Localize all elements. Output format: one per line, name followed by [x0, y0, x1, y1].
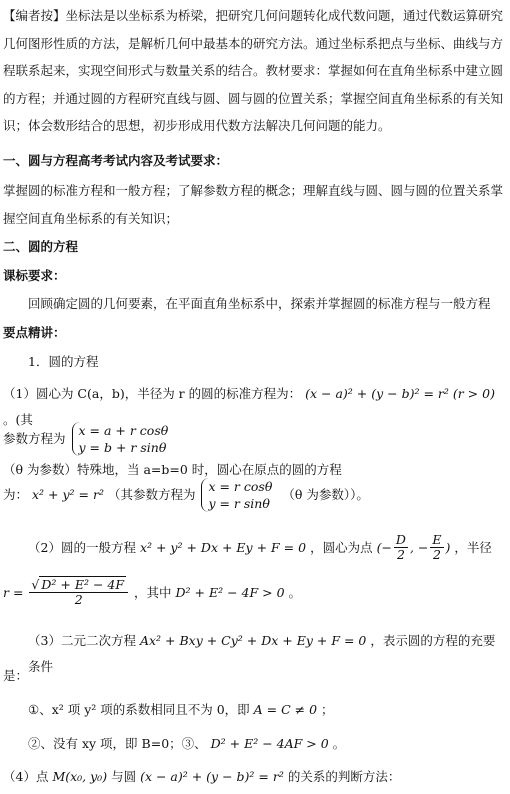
text: ，圆心为点 [310, 539, 373, 555]
radius-line [3, 578, 505, 607]
parametric-equation-line [3, 422, 505, 483]
section-2-title: 二、圆的方程 [3, 239, 79, 254]
center-paren: ) [445, 539, 451, 555]
item-1-heading: 1．圆的方程 [28, 354, 99, 369]
text: ①、x² 项 y² 项的系数相同且不为 0，即 [28, 702, 250, 717]
circle-equation: (x − a)² + (y − b)² = r² [140, 769, 284, 784]
text: 与圆 [111, 769, 137, 784]
radius-numerator: √ D² + E² − 4F [29, 578, 128, 593]
text: 。 [288, 584, 302, 600]
fraction-e [430, 533, 443, 562]
text: ，表示圆的方程的充要条件 [28, 633, 496, 674]
text: 为： [3, 487, 29, 502]
center-separator: , − [409, 539, 429, 555]
system-row: x = a + r cosθ [78, 423, 169, 438]
text: （3）二元二次方程 [28, 633, 136, 648]
intro-paragraph: 【编者按】坐标法是以坐标系为桥梁，把研究几何问题转化成代数问题，通过代数运算研究几何图形性质的方法，是解析几何中最基本的研究方法。通过坐标系把点与坐标、曲线与方程联系起来，实现空间形式与数量关系的结合。教材要求：掌握如何在直角坐标系中建立圆的方程；并通过圆的方程研究直线与圆、圆与圆的位置关系；掌握空间直角坐标系的有关知识；体会数形结合的思想，初步形成用代数方法解决几何问题的能力。 [3, 8, 504, 133]
system-row: y = r sinθ [208, 496, 270, 511]
numerator: E [432, 532, 442, 547]
requirements-title: 课标要求： [3, 268, 66, 283]
condition-1-line [28, 697, 506, 723]
text: （2）圆的一般方程 [28, 539, 136, 555]
numerator: D [395, 532, 406, 547]
text: ，其中 [134, 584, 172, 600]
condition-intro: 是： [3, 668, 29, 683]
system-row: x = r cosθ [208, 479, 273, 494]
text: 。(其 [3, 412, 33, 427]
system-row: y = b + r sinθ [78, 440, 167, 455]
condition-3-formula: D² + E² − 4AF > 0 [210, 736, 329, 751]
denominator: 2 [396, 547, 405, 562]
general-equation: x² + y² + Dx + Ey + F = 0 [139, 539, 307, 555]
quadratic-equation: Ax² + Bxy + Cy² + Dx + Ey + F = 0 [139, 633, 367, 648]
origin-equation: x² + y² = r² [32, 487, 104, 502]
radius-denominator: 2 [74, 592, 83, 607]
denominator: 2 [432, 547, 441, 562]
origin-parametric-system [201, 478, 276, 512]
section-1-body: 掌握圆的标准方程和一般方程；了解参数方程的概念；理解直线与圆、圆与圆的位置关系掌握空间直角坐标系的有关知识； [3, 183, 504, 226]
standard-equation: (x − a)² + (y − b)² = r² (r > 0) [305, 386, 495, 401]
fraction-d [394, 533, 408, 562]
text: （1）圆心为 C(a，b)，半径为 r 的圆的标准方程为： [3, 386, 302, 401]
origin-circle-line [3, 478, 505, 512]
text: （4）点 [3, 769, 49, 784]
condition-1-formula: A = C ≠ 0 [253, 702, 318, 717]
text: 的关系的判断方法： [287, 769, 401, 784]
text: （θ 为参数））。 [282, 487, 369, 502]
text: 。 [332, 736, 346, 751]
general-equation-line [28, 533, 506, 562]
text: ，半径 [454, 539, 492, 555]
text: （θ 为参数）特殊地，当 a=b=0 时，圆心在原点的圆的方程 [3, 461, 342, 477]
text: （其参数方程为 [107, 487, 196, 502]
radius-condition: D² + E² − 4F > 0 [175, 584, 285, 600]
text: 参数方程为 [3, 431, 66, 446]
parametric-system [72, 422, 173, 456]
radius-symbol: r = [3, 584, 24, 600]
section-1-title: 一、圆与方程高考考试内容及考试要求： [3, 153, 229, 168]
center-paren: (− [376, 539, 392, 555]
requirements-body: 回顾确定圆的几何要素，在平面直角坐标系中，探索并掌握圆的标准方程与一般方程 [28, 296, 491, 311]
radius-fraction [29, 578, 128, 607]
text: ； [321, 702, 334, 717]
key-points-title: 要点精讲： [3, 325, 66, 340]
point-relation-line [3, 764, 505, 790]
radicand: D² + E² − 4F [41, 577, 125, 592]
text: ②、没有 xy 项，即 B=0；③、 [28, 736, 207, 751]
point-m: M(x₀, y₀) [52, 769, 108, 784]
condition-2-line [28, 731, 506, 757]
